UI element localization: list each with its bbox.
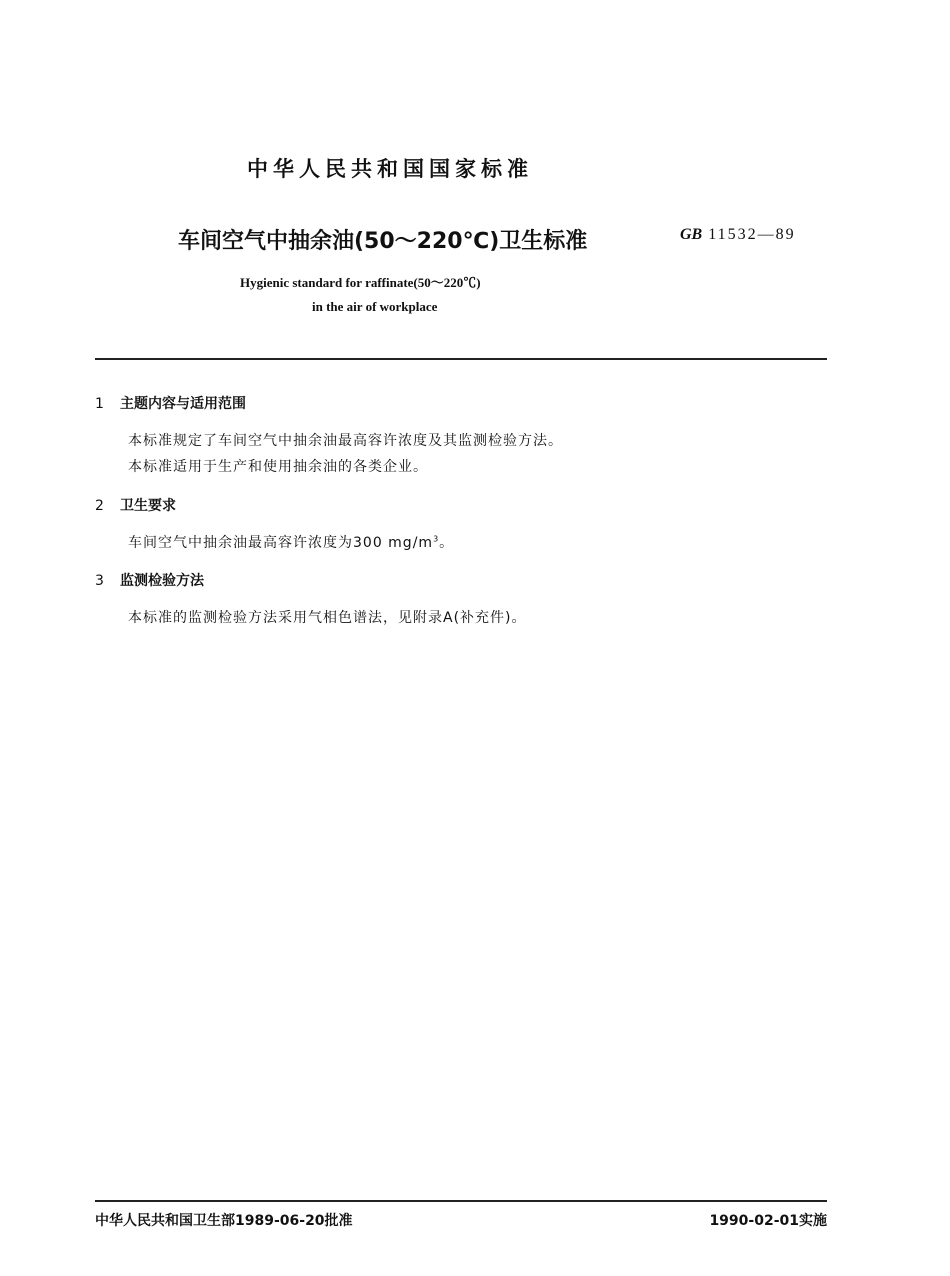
requirement-text-end: 。	[439, 535, 455, 551]
section-number: 3	[95, 573, 104, 589]
section-1-paragraph: 本标准适用于生产和使用抽余油的各类企业。	[128, 459, 428, 475]
section-1-paragraph: 本标准规定了车间空气中抽余油最高容许浓度及其监测检验方法。	[128, 433, 563, 449]
implementation-date: 1990-02-01实施	[709, 1213, 827, 1229]
section-3-paragraph: 本标准的监测检验方法采用气相色谱法，见附录A(补充件)。	[128, 610, 527, 626]
footer-divider	[95, 1200, 827, 1202]
document-title-chinese: 车间空气中抽余油(50～220℃)卫生标准	[178, 229, 588, 254]
section-2-paragraph	[128, 532, 454, 552]
section-3-heading	[95, 570, 204, 590]
section-1-heading	[95, 393, 246, 413]
section-title: 卫生要求	[120, 498, 176, 514]
document-title-english-line2: in the air of workplace	[312, 299, 438, 314]
section-2-heading	[95, 495, 176, 515]
standard-code-number: 11532—89	[708, 226, 796, 243]
national-standard-header: 中华人民共和国国家标准	[247, 157, 533, 181]
section-title: 主题内容与适用范围	[120, 396, 246, 412]
section-number: 1	[95, 396, 104, 412]
standard-number	[680, 226, 796, 244]
section-title: 监测检验方法	[120, 573, 204, 589]
section-number: 2	[95, 498, 104, 514]
approval-line: 中华人民共和国卫生部1989-06-20批准	[95, 1213, 353, 1229]
document-title-english-line1: Hygienic standard for raffinate(50～220℃)	[240, 275, 481, 290]
unit-exponent: 3	[433, 534, 440, 544]
header-divider	[95, 358, 827, 360]
requirement-text: 车间空气中抽余油最高容许浓度为300 mg/m	[128, 535, 434, 551]
standard-code-prefix: GB	[680, 226, 703, 243]
